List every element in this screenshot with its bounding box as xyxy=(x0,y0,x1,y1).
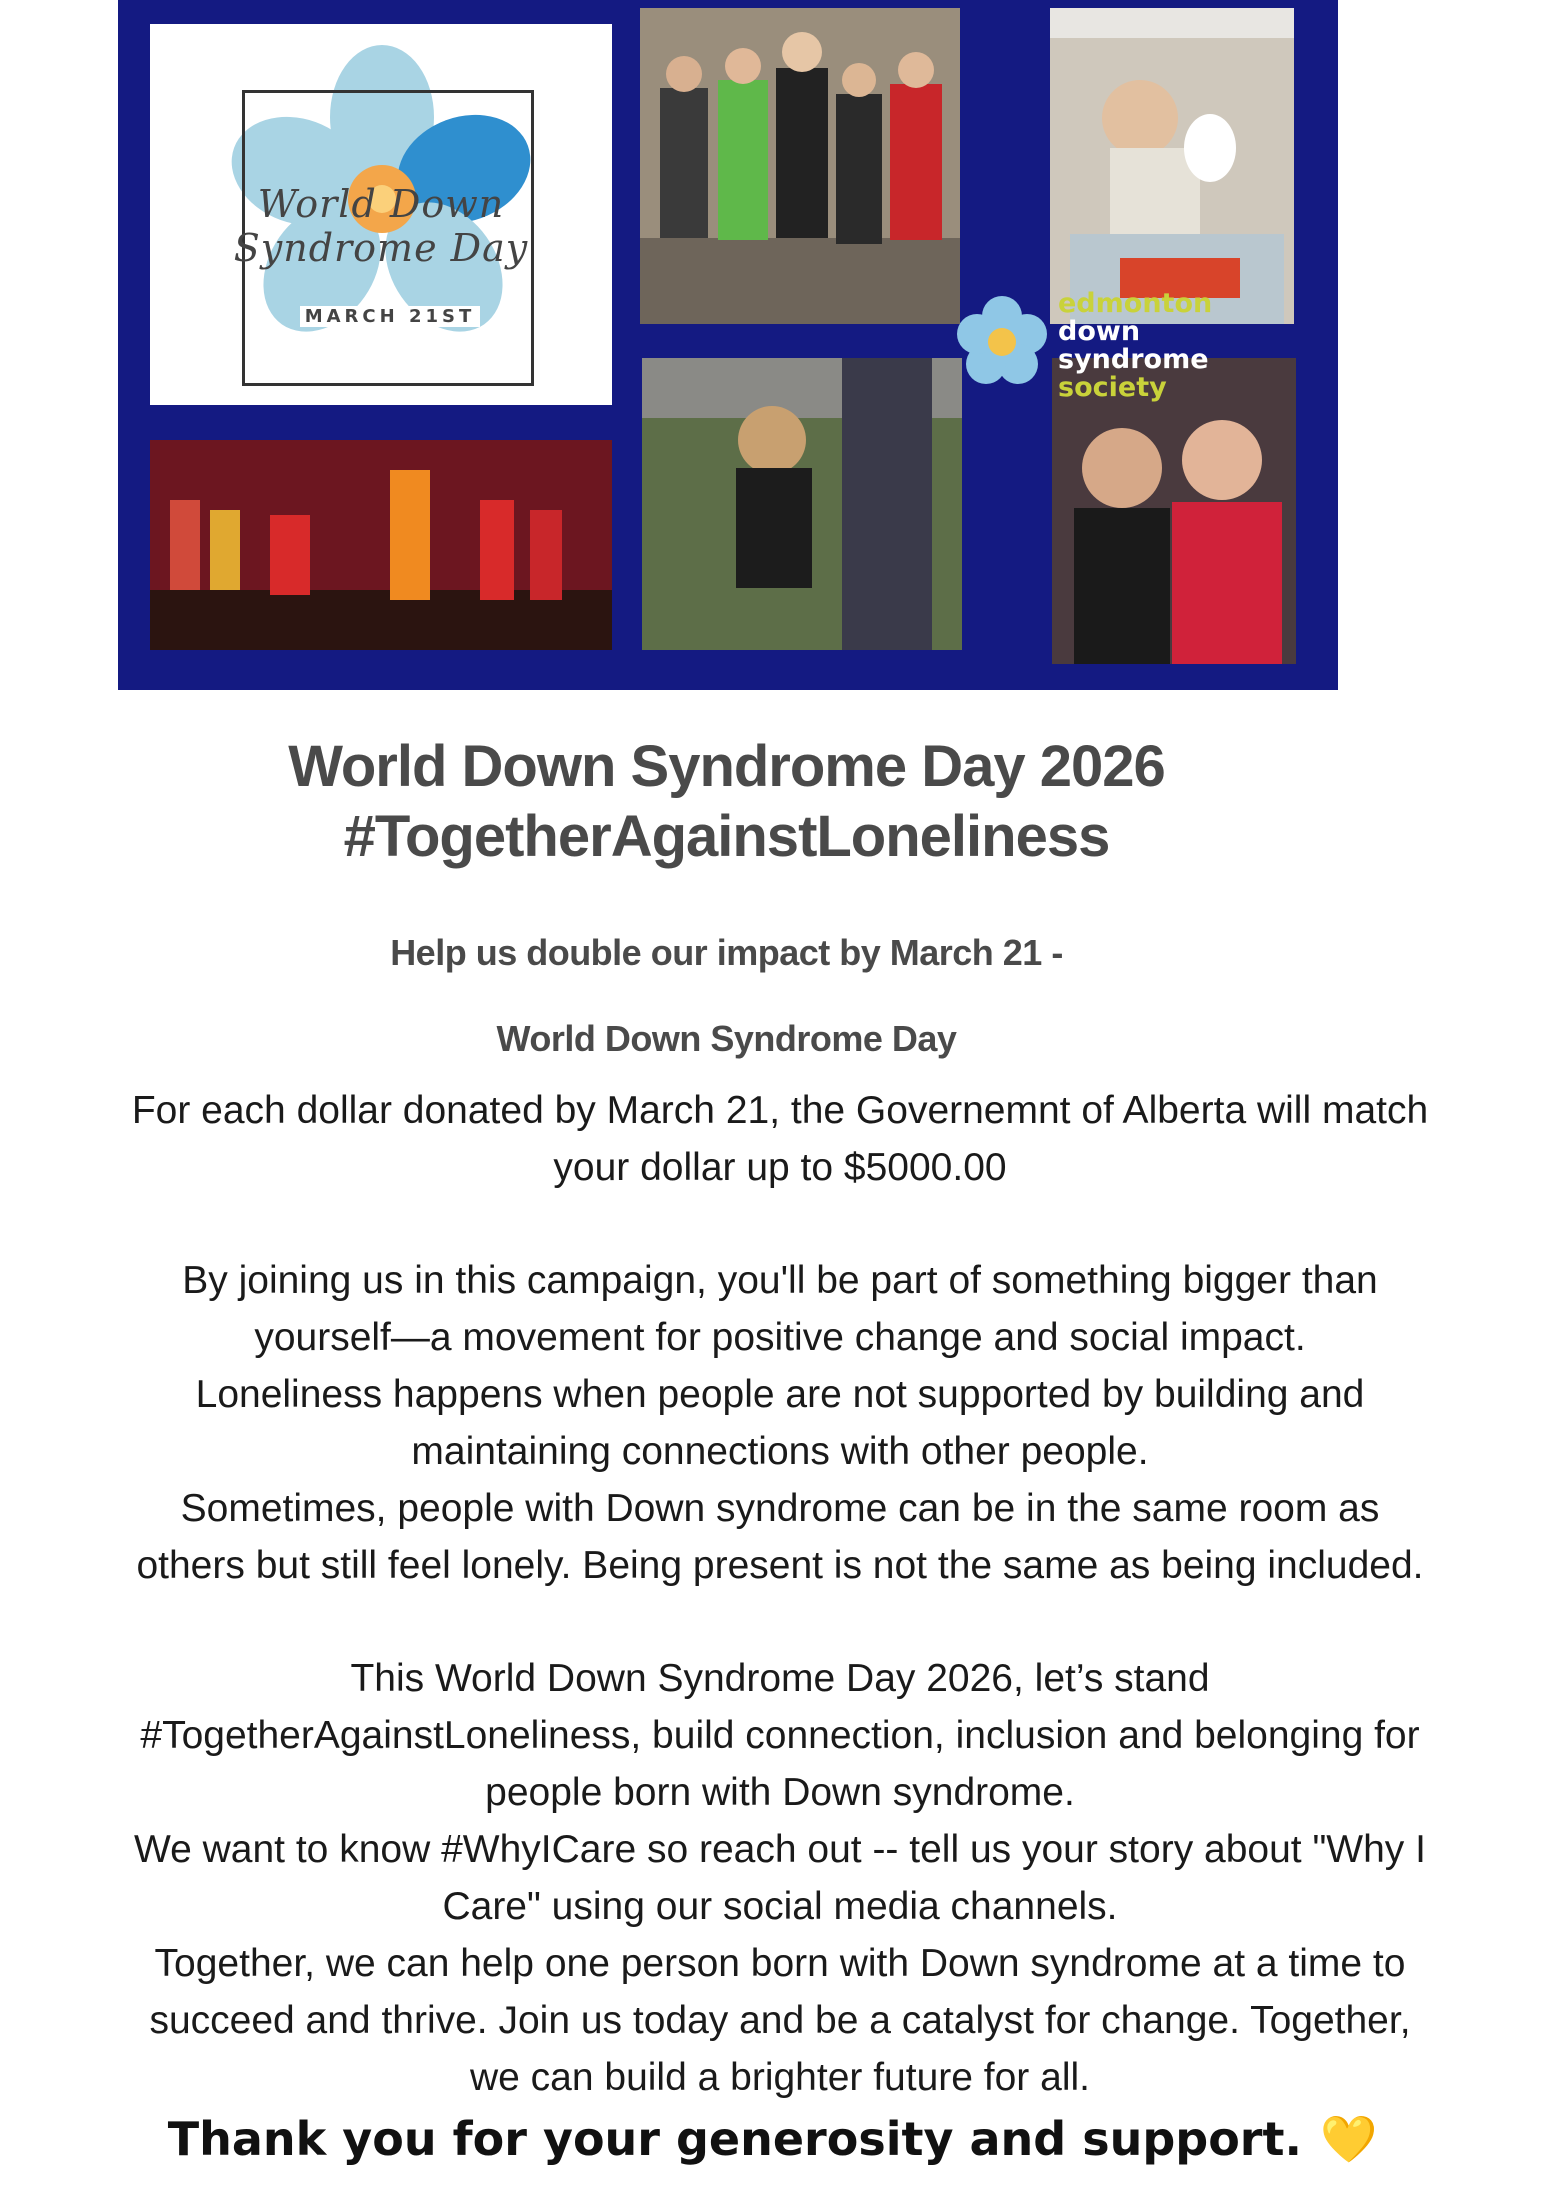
society-name-line: society xyxy=(1058,372,1167,403)
yellow-heart-icon: 💛 xyxy=(1319,2112,1378,2166)
title-hashtag: #TogetherAgainstLoneliness xyxy=(343,804,1110,869)
paragraph-line: By joining us in this campaign, you'll be part of something bigger than xyxy=(182,1259,1378,1302)
subtitle-line: World Down Syndrome Day xyxy=(496,1018,957,1059)
wdsd-logo-card xyxy=(150,24,612,405)
paragraph-line: For each dollar donated by March 21, the Governemnt of Alberta will match xyxy=(131,1089,1429,1132)
logo-script-text: World Down Syndrome Day xyxy=(233,182,529,270)
page-title xyxy=(0,732,1453,872)
paragraph-line: Sometimes, people with Down syndrome can be in the same room as xyxy=(180,1487,1380,1530)
paragraph-line: maintaining connections with other people. xyxy=(411,1430,1149,1473)
society-name-line: edmonton xyxy=(1058,288,1213,319)
two-girls-photo xyxy=(1052,358,1296,664)
society-name-line: down syndrome xyxy=(1058,316,1209,375)
campaign-paragraph xyxy=(60,1252,1500,1594)
paragraph-line: #TogetherAgainstLoneliness, build connection, inclusion and belonging for xyxy=(140,1714,1420,1757)
title-line: World Down Syndrome Day 2026 xyxy=(288,734,1165,799)
paragraph-line: people born with Down syndrome. xyxy=(485,1771,1075,1814)
group-photo xyxy=(640,8,960,324)
paragraph-line: succeed and thrive. Join us today and be a catalyst for change. Together, xyxy=(149,1999,1411,2042)
paragraph-line: your dollar up to $5000.00 xyxy=(553,1146,1007,1189)
paragraph-line: Loneliness happens when people are not supported by building and xyxy=(195,1373,1365,1416)
paragraph-line: we can build a brighter future for all. xyxy=(469,2056,1090,2099)
boy-playing-photo xyxy=(1050,8,1294,324)
paragraph-line: This World Down Syndrome Day 2026, let’s stand xyxy=(350,1657,1210,1700)
paragraph-line: Care" using our social media channels. xyxy=(442,1885,1118,1928)
thank-you-line xyxy=(0,2112,1545,2167)
toddler-photo xyxy=(642,358,962,650)
match-paragraph xyxy=(60,1082,1500,1196)
thank-you-text: Thank you for your generosity and support. xyxy=(167,2112,1302,2166)
banner-collage xyxy=(118,0,1338,690)
paragraph-line: Together, we can help one person born with Down syndrome at a time to xyxy=(154,1942,1406,1985)
stage-performance-photo xyxy=(150,440,612,650)
society-logo xyxy=(954,288,1294,403)
society-flower-icon xyxy=(954,294,1050,390)
closing-paragraph xyxy=(60,1650,1500,2106)
subtitle-line: Help us double our impact by March 21 - xyxy=(390,932,1063,973)
paragraph-line: yourself—a movement for positive change and social impact. xyxy=(254,1316,1306,1359)
society-name xyxy=(1058,290,1294,402)
paragraph-line: We want to know #WhyICare so reach out -- tell us your story about "Why I xyxy=(134,1828,1426,1871)
logo-date-text: MARCH 21ST xyxy=(300,306,480,327)
paragraph-line: others but still feel lonely. Being present is not the same as being included. xyxy=(136,1544,1424,1587)
